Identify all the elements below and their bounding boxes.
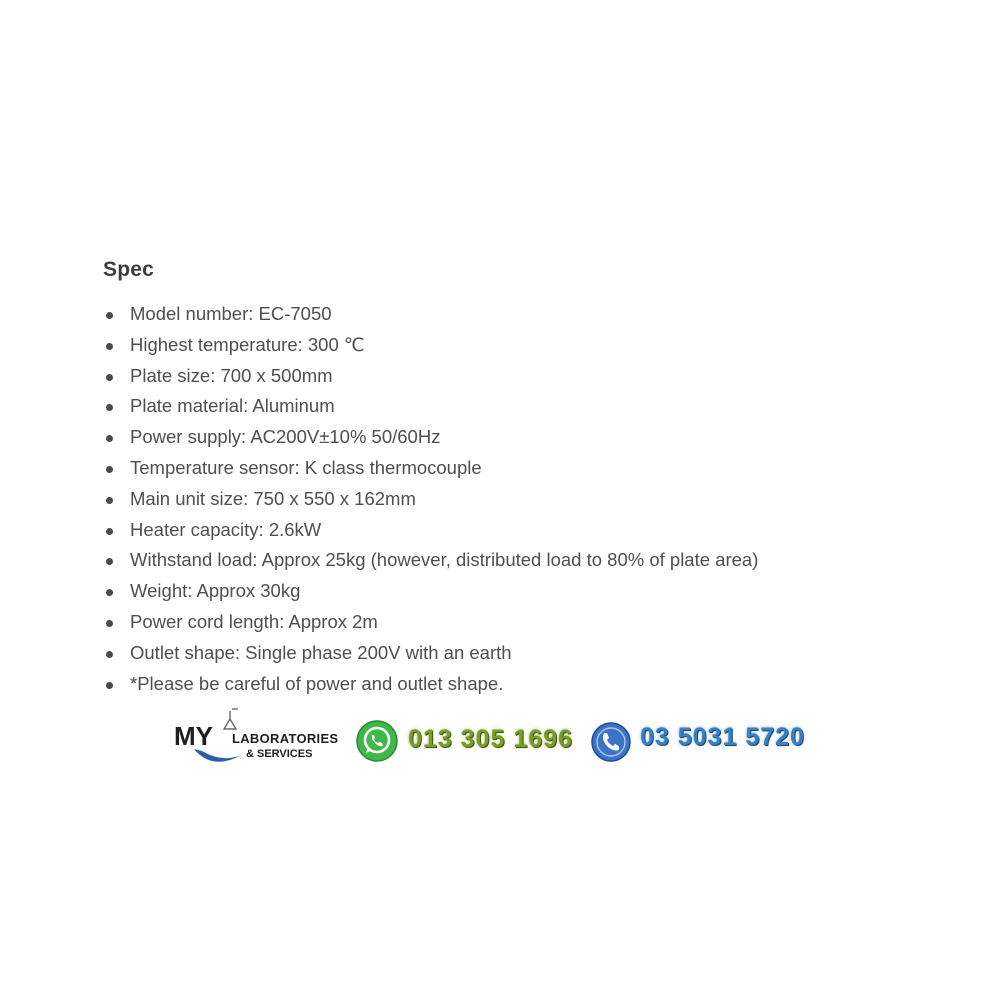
spec-item-text: Temperature sensor: K class thermocouple [130,456,482,478]
phone-icon[interactable] [590,721,632,763]
spec-title: Spec [103,258,154,281]
bullet-icon [106,497,113,504]
spec-item-text: Power supply: AC200V±10% 50/60Hz [130,426,441,448]
whatsapp-icon[interactable] [355,719,399,763]
spec-item [103,638,963,669]
spec-item [103,299,963,330]
bullet-icon [106,558,113,565]
spec-item-text: Plate size: 700 x 500mm [130,364,333,386]
spec-item [103,545,963,576]
spec-item [103,422,963,453]
spec-item [103,515,963,546]
company-logo [172,705,344,775]
bullet-icon [106,620,113,627]
spec-item [103,669,963,700]
spec-item [103,576,963,607]
bullet-icon [106,435,113,442]
bullet-icon [106,374,113,381]
spec-list [103,299,963,699]
bullet-icon [106,682,113,689]
spec-item-text: Heater capacity: 2.6kW [130,518,322,540]
bullet-icon [106,466,113,473]
spec-item [103,453,963,484]
spec-item-text: *Please be careful of power and outlet shape. [130,672,504,694]
spec-item-text: Withstand load: Approx 25kg (however, distributed load to 80% of plate area) [130,549,759,571]
whatsapp-number[interactable]: 013 305 1696 [408,725,573,753]
spec-section [103,258,963,699]
spec-item-text: Weight: Approx 30kg [130,580,301,602]
bullet-icon [106,312,113,319]
bullet-icon [106,589,113,596]
spec-item [103,361,963,392]
spec-item [103,607,963,638]
bullet-icon [106,528,113,535]
bullet-icon [106,343,113,350]
phone-number[interactable]: 03 5031 5720 [640,723,805,751]
spec-item-text: Power cord length: Approx 2m [130,610,378,632]
logo-line1: LABORATORIES [232,731,339,746]
spec-item-text: Outlet shape: Single phase 200V with an earth [130,641,512,663]
logo-brand: MY [174,721,213,751]
spec-item-text: Plate material: Aluminum [130,395,335,417]
spec-item [103,391,963,422]
flask-logo-icon [224,709,238,729]
spec-item-text: Highest temperature: 300 ℃ [130,333,365,355]
spec-item-text: Main unit size: 750 x 550 x 162mm [130,487,416,509]
spec-item-text: Model number: EC-7050 [130,303,332,324]
bullet-icon [106,404,113,411]
contact-strip [172,705,822,775]
logo-line2: & SERVICES [246,748,313,760]
bullet-icon [106,651,113,658]
spec-item [103,484,963,515]
spec-item [103,330,963,361]
